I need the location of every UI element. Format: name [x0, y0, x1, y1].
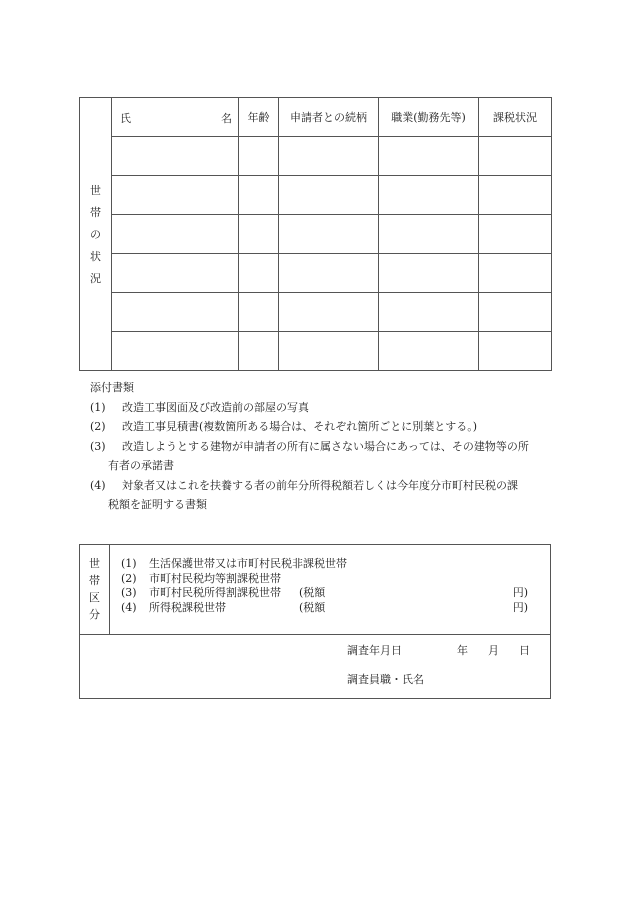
- cell-name[interactable]: [112, 176, 239, 215]
- cell-occupation[interactable]: [379, 254, 479, 293]
- header-name: [112, 98, 239, 137]
- yen-label: 円): [512, 600, 528, 614]
- cell-age[interactable]: [239, 137, 279, 176]
- household-side-label: [80, 98, 112, 371]
- survey-section: [347, 643, 550, 688]
- table-header-row: [80, 98, 552, 137]
- category-item[interactable]: [121, 572, 528, 587]
- surveyor-label: 調査員職・氏名: [347, 673, 424, 686]
- side-char: の: [90, 227, 101, 241]
- table-row: [80, 332, 552, 371]
- cell-relation[interactable]: [279, 332, 379, 371]
- surveyor-row: [347, 672, 550, 688]
- category-num: (2): [121, 571, 137, 585]
- survey-date-row: [347, 643, 550, 659]
- header-name-left: 氏: [120, 112, 131, 125]
- cat-char: 帯: [89, 574, 100, 587]
- attachment-num: (3): [90, 439, 106, 453]
- cell-name[interactable]: [112, 293, 239, 332]
- table-row: [80, 137, 552, 176]
- attachment-text: 対象者又はこれを扶養する者の前年分所得税額若しくは今年度分市町村民税の課: [122, 478, 518, 492]
- cat-char: 世: [89, 557, 100, 570]
- category-num: (3): [121, 586, 137, 599]
- cell-age[interactable]: [239, 293, 279, 332]
- cell-name[interactable]: [112, 254, 239, 293]
- yen-label: 円): [512, 586, 528, 599]
- header-name-right: 名: [221, 112, 232, 125]
- cell-tax-status[interactable]: [479, 254, 552, 293]
- category-item[interactable]: [121, 586, 528, 601]
- cell-name[interactable]: [112, 332, 239, 371]
- cell-occupation[interactable]: [379, 137, 479, 176]
- attachment-text: 改造工事図面及び改造前の部屋の写真: [122, 400, 309, 414]
- cat-char: 区: [89, 591, 100, 604]
- table-row: [80, 293, 552, 332]
- cell-relation[interactable]: [279, 254, 379, 293]
- table-row: [80, 176, 552, 215]
- tax-amount-label: (税額: [299, 600, 326, 614]
- cell-tax-status[interactable]: [479, 137, 552, 176]
- cell-occupation[interactable]: [379, 176, 479, 215]
- tax-amount-label: (税額: [299, 586, 326, 599]
- attachment-continuation: 有者の承諾書: [108, 459, 174, 472]
- attachment-text: 改造工事見積書(複数箇所ある場合は、それぞれ箇所ごとに別葉とする。): [122, 420, 478, 433]
- category-item[interactable]: [121, 601, 528, 616]
- category-top-section: [80, 545, 550, 635]
- side-char: 況: [90, 271, 101, 285]
- cell-tax-status[interactable]: [479, 332, 552, 371]
- attachment-item: [90, 417, 560, 437]
- household-category-box: [79, 544, 551, 699]
- table-row: [80, 215, 552, 254]
- category-text: 所得税課税世帯: [149, 600, 226, 614]
- category-num: (1): [121, 557, 137, 570]
- attachment-num: (2): [90, 420, 106, 433]
- category-side-label: [80, 545, 110, 634]
- attachments-section: [90, 378, 560, 515]
- side-char: 状: [90, 249, 101, 263]
- cell-occupation[interactable]: [379, 332, 479, 371]
- cell-occupation[interactable]: [379, 293, 479, 332]
- header-occupation: 職業(勤務先等): [379, 98, 479, 137]
- household-status-table: [79, 97, 552, 371]
- header-tax-status: 課税状況: [479, 98, 552, 137]
- attachment-item: [90, 437, 560, 457]
- cell-relation[interactable]: [279, 176, 379, 215]
- cell-name[interactable]: [112, 137, 239, 176]
- cell-tax-status[interactable]: [479, 176, 552, 215]
- header-age: 年齢: [239, 98, 279, 137]
- category-text: 市町村民税所得割課税世帯: [149, 586, 281, 599]
- day-label: 日: [519, 644, 530, 657]
- category-text: 市町村民税均等割課税世帯: [149, 571, 281, 585]
- attachment-item: [90, 398, 560, 418]
- category-item[interactable]: [121, 557, 528, 572]
- table-row: [80, 254, 552, 293]
- category-text: 生活保護世帯又は市町村民税非課税世帯: [149, 557, 347, 570]
- attachment-continuation: 税額を証明する書類: [108, 498, 207, 511]
- cat-char: 分: [89, 608, 100, 621]
- year-label: 年: [457, 644, 468, 657]
- attachment-num: (1): [90, 400, 106, 414]
- cell-name[interactable]: [112, 215, 239, 254]
- attachment-num: (4): [90, 478, 106, 492]
- cell-age[interactable]: [239, 215, 279, 254]
- cell-relation[interactable]: [279, 293, 379, 332]
- attachments-title: 添付書類: [90, 381, 134, 394]
- header-relation: 申請者との続柄: [279, 98, 379, 137]
- category-num: (4): [121, 600, 137, 614]
- cell-tax-status[interactable]: [479, 293, 552, 332]
- cell-age[interactable]: [239, 254, 279, 293]
- cell-tax-status[interactable]: [479, 215, 552, 254]
- side-char: 世: [90, 183, 101, 197]
- cell-age[interactable]: [239, 176, 279, 215]
- cell-relation[interactable]: [279, 215, 379, 254]
- attachment-item: [90, 476, 560, 496]
- cell-relation[interactable]: [279, 137, 379, 176]
- side-char: 帯: [90, 205, 101, 219]
- cell-age[interactable]: [239, 332, 279, 371]
- cell-occupation[interactable]: [379, 215, 479, 254]
- attachment-text: 改造しようとする建物が申請者の所有に属さない場合にあっては、その建物等の所: [122, 439, 529, 453]
- category-list: [121, 557, 528, 615]
- survey-date-label: 調査年月日: [347, 644, 402, 657]
- month-label: 月: [488, 644, 499, 657]
